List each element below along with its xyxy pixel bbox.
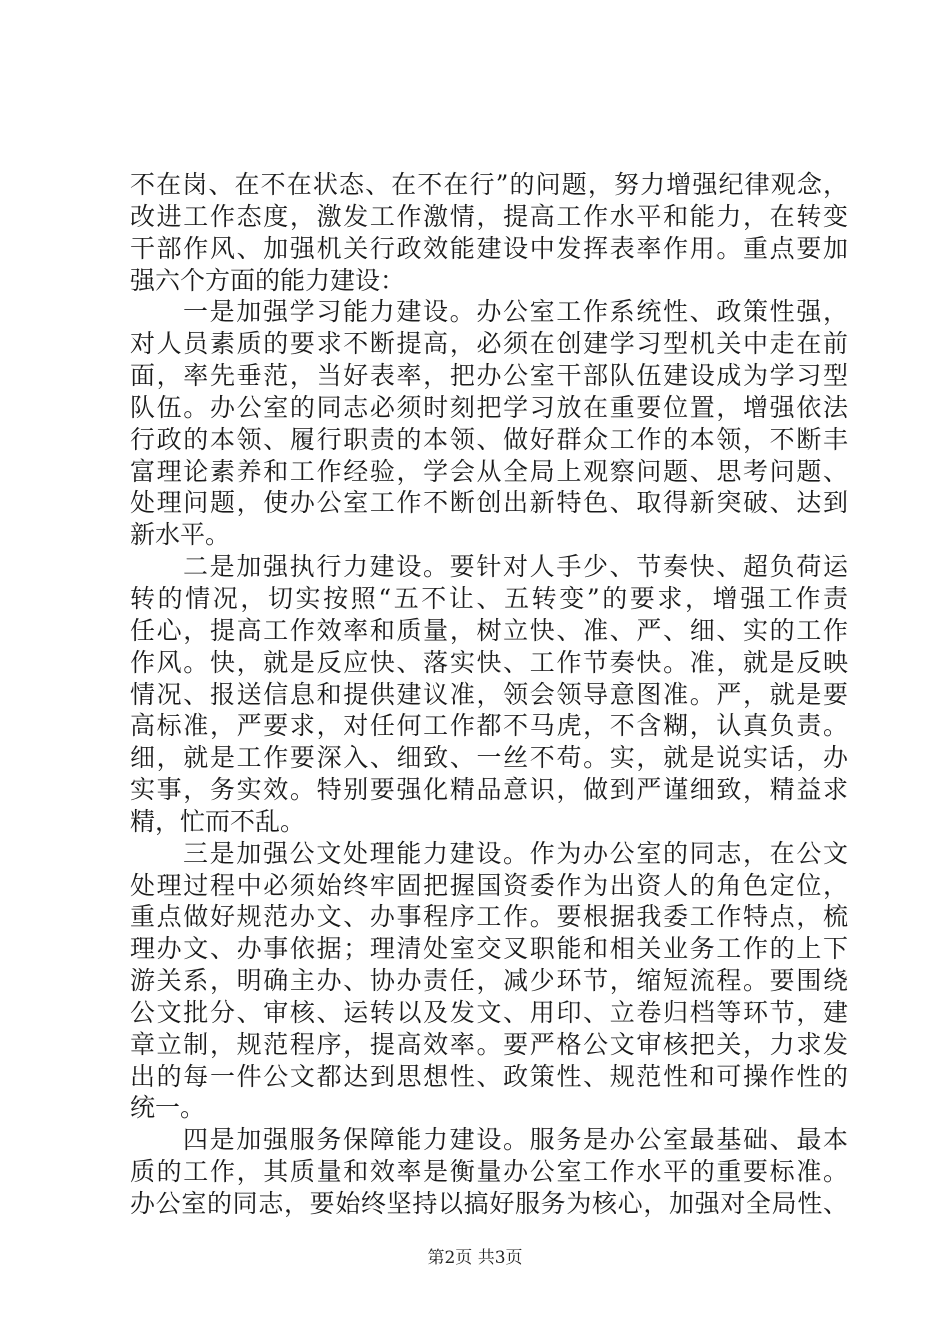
text-line: 队伍。办公室的同志必须时刻把学习放在重要位置，增强依法	[130, 392, 848, 422]
text-line: 一是加强学习能力建设。办公室工作系统性、政策性强，	[183, 297, 848, 327]
text-line: 出的每一件公文都达到思想性、政策性、规范性和可操作性的	[130, 1061, 848, 1091]
text-line: 改进工作态度，激发工作激情，提高工作水平和能力，在转变	[130, 201, 848, 231]
text-line: 不在岗、在不在状态、在不在行”的问题，努力增强纪律观念，	[130, 170, 848, 199]
paragraph	[130, 551, 848, 838]
text-line: 重点做好规范办文、办事程序工作。要根据我委工作特点，梳	[130, 902, 848, 932]
text-line: 作风。快，就是反应快、落实快、工作节奏快。准，就是反映	[130, 647, 848, 677]
text-line: 任心，提高工作效率和质量，树立快、准、严、细、实的工作	[130, 615, 848, 645]
text-line: 处理过程中必须始终牢固把握国资委作为出资人的角色定位，	[130, 870, 848, 900]
text-line: 细，就是工作要深入、细致、一丝不苟。实，就是说实话，办	[130, 743, 848, 773]
text-line: 理办文、办事依据；理清处室交叉职能和相关业务工作的上下	[130, 934, 848, 964]
text-line: 情况、报送信息和提供建议准，领会领导意图准。严，就是要	[130, 679, 848, 709]
text-line: 富理论素养和工作经验，学会从全局上观察问题、思考问题、	[130, 456, 848, 486]
text-line: 行政的本领、履行职责的本领、做好群众工作的本领，不断丰	[130, 424, 848, 454]
text-line: 公文批分、审核、运转以及发文、用印、立卷归档等环节，建	[130, 997, 848, 1027]
text-line: 二是加强执行力建设。要针对人手少、节奏快、超负荷运	[183, 552, 848, 582]
page-number-footer: 第2页 共3页	[427, 1248, 523, 1268]
text-line: 新水平。	[130, 520, 231, 550]
text-line: 处理问题，使办公室工作不断创出新特色、取得新突破、达到	[130, 488, 848, 518]
text-line: 面，率先垂范，当好表率，把办公室干部队伍建设成为学习型	[130, 361, 848, 391]
text-line: 强六个方面的能力建设：	[130, 265, 406, 295]
text-line: 干部作风、加强机关行政效能建设中发挥表率作用。重点要加	[130, 233, 848, 263]
text-line: 对人员素质的要求不断提高，必须在创建学习型机关中走在前	[130, 329, 848, 359]
text-line: 统一。	[130, 1093, 206, 1123]
text-line: 三是加强公文处理能力建设。作为办公室的同志，在公文	[183, 838, 848, 868]
text-line: 转的情况，切实按照“五不让、五转变”的要求，增强工作责	[130, 583, 848, 613]
text-line: 游关系，明确主办、协办责任，减少环节，缩短流程。要围绕	[130, 966, 848, 996]
text-line: 四是加强服务保障能力建设。服务是办公室最基础、最本	[183, 1125, 848, 1155]
text-line: 质的工作，其质量和效率是衡量办公室工作水平的重要标准。	[130, 1157, 848, 1187]
text-line: 实事，务实效。特别要强化精品意识，做到严谨细致，精益求	[130, 775, 848, 805]
document-body	[130, 169, 848, 1220]
paragraph	[130, 169, 848, 296]
text-line: 精，忙而不乱。	[130, 806, 306, 836]
paragraph	[130, 1124, 848, 1220]
text-line: 办公室的同志，要始终坚持以搞好服务为核心，加强对全局性、	[130, 1189, 848, 1218]
text-line: 高标准，严要求，对任何工作都不马虎，不含糊，认真负责。	[130, 711, 848, 741]
paragraph	[130, 296, 848, 551]
text-line: 章立制，规范程序，提高效率。要严格公文审核把关，力求发	[130, 1029, 848, 1059]
paragraph	[130, 838, 848, 1125]
